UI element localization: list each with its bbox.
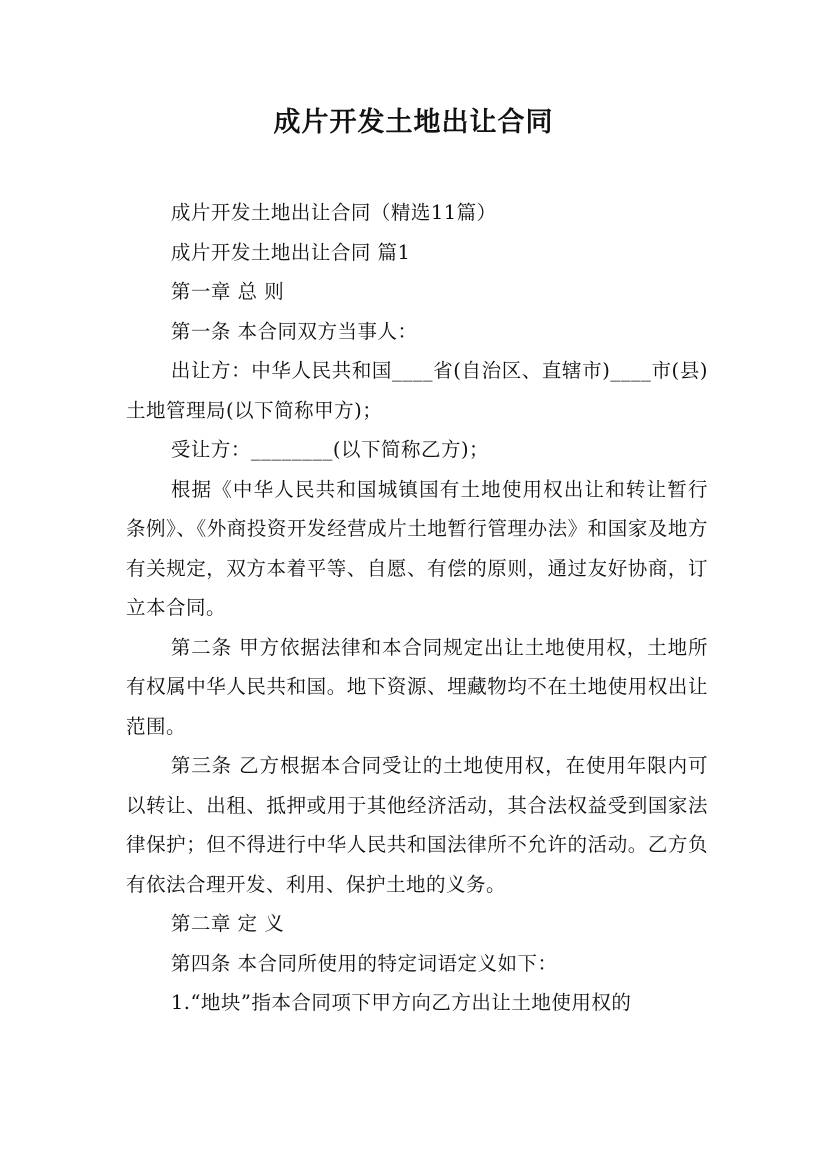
article-2: 第二条 甲方依据法律和本合同规定出让土地使用权，土地所有权属中华人民共和国。地下资源、埋藏物均不在土地使用权出让范围。 xyxy=(126,635,708,738)
article-4-heading: 第四条 本合同所使用的特定词语定义如下： xyxy=(170,951,558,975)
chapter-2-heading: 第二章 定 义 xyxy=(170,912,285,935)
article-3: 第三条 乙方根据本合同受让的土地使用权，在使用年限内可以转让、出租、抵押或用于其他经济活动，其合法权益受到国家法律保护；但不得进行中华人民共和国法律所不允许的活动。乙方负有依法合理开发、利用、保护土地的义务。 xyxy=(126,754,708,896)
paragraph-legal-basis: 根据《中华人民共和国城镇国有土地使用权出让和转让暂行条例》、《外商投资开发经营成片土地暂行管理办法》和国家及地方有关规定，双方本着平等、自愿、有偿的原则，通过友好协商，订立本合同。 xyxy=(126,477,708,619)
paragraph-subtitle: 成片开发土地出让合同（精选11篇） xyxy=(170,201,497,224)
chapter-1-heading: 第一章 总 则 xyxy=(170,280,285,303)
document-body xyxy=(126,193,708,1023)
paragraph-grantor: 出让方：中华人民共和国____省(自治区、直辖市)____市(县)土地管理局(以下简称甲方)； xyxy=(126,359,708,422)
paragraph-part-heading: 成片开发土地出让合同 篇1 xyxy=(170,240,411,264)
article-1-heading: 第一条 本合同双方当事人： xyxy=(170,319,418,343)
document-title: 成片开发土地出让合同 xyxy=(273,107,554,138)
paragraph-grantee: 受让方：________(以下简称乙方)； xyxy=(170,438,490,461)
definition-1: 1.“地块”指本合同项下甲方向乙方出让土地使用权的 xyxy=(170,991,632,1014)
